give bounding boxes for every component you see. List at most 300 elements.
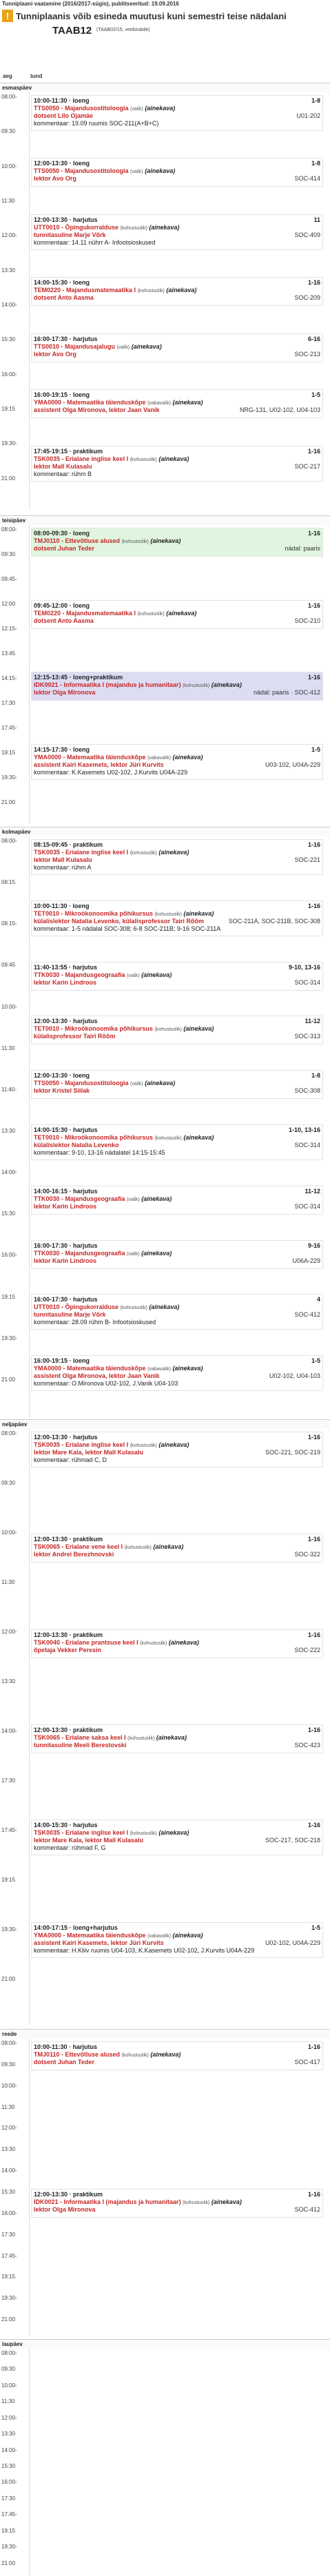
lesson-course-link[interactable]: UTT0010 - Õpingukorralduse — [34, 223, 119, 231]
lesson-course-row — [34, 2051, 320, 2059]
lesson-teacher[interactable]: lektor Mare Kala, lektor Mall Kulasalu — [34, 1837, 144, 1844]
lesson-teacher-row — [34, 1087, 320, 1095]
syllabus-link[interactable]: (ainekava) — [150, 2051, 181, 2058]
lesson-teacher-row — [34, 1449, 320, 1456]
page-subtitle: (TAAB02/15, veebinäide) — [96, 28, 150, 32]
lesson-type-tag: (vabavalik) — [147, 1367, 171, 1372]
lesson-room: SOC-414 — [294, 175, 320, 183]
lesson-time-row — [34, 964, 320, 971]
lesson-type-tag: (kohustuslik) — [121, 539, 149, 544]
lesson-room: U02-102, U04-103 — [269, 1372, 320, 1380]
lesson-course-wrap — [34, 1025, 214, 1033]
lesson-time: 16:00-19:15 · loeng — [34, 1357, 90, 1365]
lesson-teacher[interactable]: assistent Olga Mironova, lektor Jaan Vanik — [34, 406, 160, 414]
lesson-type-tag: (vabavalik) — [147, 1933, 171, 1939]
lesson-weeks: 1-16 — [307, 674, 320, 681]
lesson-room: SOC-423 — [294, 1742, 320, 1749]
lesson-teacher-row — [34, 1837, 320, 1844]
lesson-course-link[interactable]: TMJ0110 - Ettevõtluse alused — [34, 2051, 121, 2058]
lesson-comment-row — [34, 1149, 320, 1157]
time-label: 14:00- — [1, 2167, 17, 2174]
lesson-teacher[interactable]: dotsent Juhan Teder — [34, 2059, 94, 2065]
lesson-course-row — [34, 849, 320, 856]
lesson-course-link[interactable]: TEM0220 - Majandusmatemaatika I — [34, 287, 136, 294]
lesson-time-row — [34, 602, 320, 610]
lesson-time-row — [34, 216, 320, 224]
lesson-course-link[interactable]: TTK0030 - Majandusgeograafia — [34, 971, 125, 978]
lesson-time: 12:00-13:30 · praktikum — [34, 1631, 103, 1638]
lesson-room: SOC-412 — [294, 2206, 320, 2213]
lesson-time: 12:00-13:30 · loeng — [34, 160, 90, 167]
lesson-room: SOC-217 — [294, 462, 320, 470]
time-label: 08:15- — [1, 920, 17, 927]
lesson-type-tag: (kohustuslik) — [121, 2053, 149, 2058]
time-label: 08:15 — [1, 879, 16, 886]
lesson-weeks: 1-16 — [307, 601, 320, 609]
lesson-teacher[interactable]: assistent Kairi Kasemets, lektor Jüri Kurvits — [34, 761, 164, 768]
lesson-time-row — [34, 1822, 320, 1829]
time-label: 15:30 — [1, 336, 16, 343]
lesson-time-row — [34, 1536, 320, 1543]
lesson-type-tag: (kohustuslik) — [127, 1736, 155, 1741]
lesson-teacher-row — [34, 689, 320, 697]
lesson-time: 14:00-15:30 · loeng — [34, 279, 90, 287]
time-label: 11:30 — [1, 2398, 15, 2405]
lesson-course-link[interactable]: TSK0035 - Erialane inglise keel I — [34, 1829, 129, 1837]
lesson-course-link[interactable]: TTS0010 - Majandusajalugu — [34, 342, 116, 350]
lesson-course-link[interactable]: TMJ0110 - Ettevõtluse alused — [34, 537, 121, 544]
syllabus-link[interactable]: (ainekava) — [158, 849, 189, 856]
lesson-time-row — [34, 1188, 320, 1195]
syllabus-link[interactable]: (ainekava) — [166, 609, 197, 617]
lesson-weeks: 1-5 — [311, 745, 320, 753]
lesson-teacher-row — [34, 231, 320, 239]
lesson-comment: kommentaar: K.Kasemets U02-102, J.Kurvits U04A-229 — [34, 768, 188, 776]
lesson-weeks: 1-8 — [311, 97, 320, 104]
time-label: 19:30- — [1, 440, 17, 447]
lesson-card[interactable] — [31, 2041, 323, 2070]
lesson-time-row — [34, 2043, 320, 2051]
time-label: 19:30- — [1, 2544, 17, 2551]
lesson-course-link[interactable]: TEM0220 - Majandusmatemaatika I — [34, 609, 136, 617]
lesson-teacher[interactable]: lektor Andrei Berezhnovski — [34, 1551, 114, 1558]
lesson-teacher-row — [34, 1647, 320, 1654]
lesson-course-row — [34, 1080, 320, 1087]
lesson-course-link[interactable]: TSK0065 - Erialane saksa keel I — [34, 1734, 126, 1741]
lesson-teacher[interactable]: dotsent Anto Aasma — [34, 617, 94, 624]
lesson-teacher[interactable]: lektor Avo Org — [34, 350, 76, 358]
lesson-time-row — [34, 160, 320, 167]
lesson-type-tag: (kohustuslik) — [130, 457, 157, 462]
lesson-room: SOC-417 — [294, 2059, 320, 2065]
lesson-course-link[interactable]: TSK0040 - Erialane prantsuse keel I — [34, 1638, 138, 1646]
lesson-course-link[interactable]: YMA0000 - Matemaatika täienduskõpe — [34, 1365, 146, 1372]
time-label: 12:00- — [1, 2125, 17, 2132]
lesson-course-link[interactable]: TTK0030 - Majandusgeograafia — [34, 1195, 125, 1202]
lesson-course-link[interactable]: YMA0000 - Matemaatika täienduskõpe — [34, 399, 146, 406]
lesson-card[interactable] — [31, 962, 323, 991]
lesson-course-wrap — [34, 971, 172, 979]
time-label: 10:00- — [1, 163, 17, 169]
column-divider — [29, 2349, 30, 2576]
time-label: 21:00 — [1, 475, 16, 482]
lesson-time: 09:45-12:00 · loeng — [34, 601, 90, 609]
lesson-comment: kommentaar: 19.09 ruumis SOC-211(A+B+C) — [34, 120, 159, 127]
lesson-room: SOC-221 — [294, 856, 320, 863]
lesson-teacher-row — [34, 918, 320, 925]
lesson-comment-row — [34, 769, 320, 776]
lesson-card[interactable] — [31, 1629, 323, 1658]
lesson-card[interactable] — [31, 744, 323, 780]
lesson-card[interactable] — [31, 1432, 323, 1467]
lesson-time-row — [34, 448, 320, 455]
time-label: 16:00- — [1, 2479, 17, 2486]
lesson-course-row — [34, 224, 320, 231]
time-label: 19:15 — [1, 1293, 16, 1300]
lesson-course-row — [34, 1932, 320, 1939]
lesson-time: 14:15-17:30 · loeng — [34, 745, 90, 753]
time-label: 14:00- — [1, 1169, 17, 1176]
time-label: 09:30 — [1, 1480, 16, 1486]
lesson-teacher[interactable]: tunnitasuline Meeli Berestovski — [34, 1742, 127, 1749]
time-label: 09:45 — [1, 962, 16, 969]
lesson-type-tag: (kohustuslik) — [154, 1027, 182, 1033]
lesson-comment: kommentaar: 1-5 nädalal SOC-308; 6-8 SOC-211B; 9-16 SOC-211A — [34, 925, 221, 932]
lesson-type-tag: (kohustuslik) — [130, 851, 157, 856]
lesson-teacher-row — [34, 617, 320, 625]
lesson-room: SOC-210 — [294, 617, 320, 624]
lesson-teacher[interactable]: dotsent Anto Aasma — [34, 294, 94, 302]
lesson-teacher[interactable]: lektor Olga Mironova — [34, 689, 96, 696]
lesson-comment: kommentaar: H.Kliiv ruumis U04-103, K.Kasemets U02-102, J.Kurvits U04A-229 — [34, 1946, 255, 1954]
lesson-weeks: 1-16 — [307, 1536, 320, 1543]
lesson-card[interactable] — [31, 1240, 323, 1269]
syllabus-link[interactable]: (ainekava) — [158, 1829, 189, 1837]
lesson-time-row — [34, 97, 320, 105]
lesson-card[interactable] — [31, 333, 323, 362]
lesson-teacher[interactable]: õpetaja Vekker Peresin — [34, 1646, 102, 1653]
lesson-teacher[interactable]: külalislektor Natalia Levenko, külalisprofessor Tairi Rõõm — [34, 917, 204, 925]
time-label: 13:30 — [1, 2431, 16, 2438]
time-label: 19:15 — [1, 2274, 16, 2280]
lesson-course-link[interactable]: TTK0030 - Majandusgeograafia — [34, 1249, 125, 1257]
lesson-card[interactable] — [31, 1124, 323, 1160]
syllabus-link[interactable]: (ainekava) — [172, 753, 203, 761]
syllabus-link[interactable]: (ainekava) — [211, 681, 242, 688]
lesson-course-wrap — [34, 343, 162, 351]
time-label: 11:30 — [1, 2103, 15, 2110]
lesson-room: SOC-314 — [294, 1202, 320, 1210]
lesson-type-tag: (kohustuslik) — [154, 1136, 182, 1141]
time-label: 17:30 — [1, 2231, 16, 2238]
lesson-weeks: 11 — [313, 216, 320, 223]
lesson-time-row — [34, 530, 320, 537]
lesson-weeks: 11-12 — [305, 1187, 320, 1195]
lesson-time-row — [34, 1018, 320, 1025]
lesson-type-tag: (kohustuslik) — [124, 1545, 152, 1551]
syllabus-link[interactable]: (ainekava) — [183, 909, 214, 917]
lesson-weeks: 1-16 — [307, 1727, 320, 1733]
lesson-course-link[interactable]: IDK0021 - Informaatika I (majandus ja humanitaar) — [34, 681, 181, 688]
time-label: 19:30- — [1, 2295, 17, 2302]
lesson-time: 12:00-13:30 · loeng — [34, 1072, 90, 1080]
lesson-card[interactable] — [31, 1186, 323, 1215]
lesson-teacher-row — [34, 545, 320, 553]
lesson-course-link[interactable]: TET0010 - Mikroökonoomika põhikursus — [34, 1025, 154, 1033]
lesson-time-row — [34, 1072, 320, 1080]
syllabus-link[interactable]: (ainekava) — [156, 1734, 187, 1741]
lesson-time-row — [34, 1727, 320, 1734]
lesson-course-row — [34, 1734, 320, 1742]
lesson-course-wrap — [34, 1080, 175, 1087]
lesson-teacher[interactable]: lektor Mare Kala, lektor Mall Kulasalu — [34, 1449, 144, 1456]
lesson-course-link[interactable]: TTS0050 - Majandusostitoloogia — [34, 105, 129, 112]
lesson-course-wrap — [34, 2051, 181, 2059]
time-label: 19:15 — [1, 406, 16, 412]
lesson-type-tag: (valik) — [130, 107, 143, 112]
syllabus-link[interactable]: (ainekava) — [150, 537, 181, 544]
lesson-teacher[interactable]: assistent Olga Mironova, lektor Jaan Vanik — [34, 1372, 160, 1380]
column-divider — [29, 1429, 30, 2026]
lesson-time: 14:00-15:30 · harjutus — [34, 1126, 98, 1133]
lesson-comment-row — [34, 1456, 320, 1464]
syllabus-link[interactable]: (ainekava) — [149, 223, 180, 231]
lesson-course-wrap — [34, 1932, 203, 1939]
lesson-room: U02-102, U04A-229 — [265, 1939, 320, 1946]
lesson-teacher[interactable]: lektor Olga Mironova — [34, 2206, 96, 2213]
lesson-course-link[interactable]: TTS0050 - Majandusostitoloogia — [34, 167, 129, 175]
lesson-course-link[interactable]: TSK0035 - Erialane inglise keel I — [34, 849, 129, 856]
time-label: 10:00- — [1, 1529, 17, 1536]
lesson-course-link[interactable]: TET0010 - Mikroökonoomika põhikursus — [34, 909, 154, 917]
lesson-course-wrap — [34, 754, 203, 761]
lesson-weeks: 1-16 — [307, 530, 320, 537]
lesson-comment-row — [34, 1947, 320, 1955]
lesson-time: 12:00-13:30 · harjutus — [34, 1434, 98, 1441]
lesson-course-row — [34, 167, 320, 175]
lesson-card[interactable] — [31, 2189, 323, 2218]
lesson-teacher[interactable]: assistent Kairi Kasemets, lektor Jüri Kurvits — [34, 1939, 164, 1946]
lesson-card[interactable] — [31, 1922, 323, 1958]
lesson-card[interactable] — [31, 672, 323, 701]
time-label: 17:45- — [1, 1827, 17, 1833]
lesson-course-row — [34, 1304, 320, 1311]
syllabus-link[interactable]: (ainekava) — [172, 399, 203, 406]
lesson-comment: kommentaar: 9-10, 13-16 nädalatel 14:15-15:45 — [34, 1149, 165, 1156]
time-label: 19:30- — [1, 774, 17, 781]
lesson-type-tag: (vabavalik) — [147, 401, 171, 406]
syllabus-link[interactable]: (ainekava) — [172, 1365, 203, 1372]
lesson-teacher[interactable]: dotsent Juhan Teder — [34, 545, 94, 552]
time-label: 12:00- — [1, 232, 17, 239]
lesson-teacher-row — [34, 294, 320, 302]
lesson-time: 12:00-13:30 · praktikum — [34, 1536, 103, 1543]
syllabus-link[interactable]: (ainekava) — [158, 455, 189, 462]
syllabus-link[interactable]: (ainekava) — [211, 2198, 242, 2205]
lesson-card[interactable] — [31, 1355, 323, 1391]
column-header-lesson: tund — [30, 73, 43, 79]
syllabus-link[interactable]: (ainekava) — [145, 167, 176, 175]
lesson-type-tag: (valik) — [130, 1082, 143, 1087]
lesson-teacher-row — [34, 2206, 320, 2214]
lesson-comment-row — [34, 1380, 320, 1388]
lesson-teacher-row — [34, 406, 320, 414]
lesson-weeks: 4 — [316, 1296, 320, 1304]
syllabus-link[interactable]: (ainekava) — [141, 971, 172, 978]
lesson-card[interactable] — [31, 389, 323, 418]
notice — [0, 8, 330, 23]
lesson-course-row — [34, 910, 320, 918]
lesson-course-link[interactable]: TSK0035 - Erialane inglise keel I — [34, 1441, 129, 1448]
time-label: 08:00- — [1, 526, 17, 533]
time-label: 13:45 — [1, 650, 16, 657]
lesson-type-tag: (valik) — [127, 1197, 140, 1202]
lesson-teacher[interactable]: lektor Avo Org — [34, 175, 76, 183]
time-label: 08:00- — [1, 94, 17, 100]
time-label: 08:00- — [1, 838, 17, 844]
lesson-room: SOC-314 — [294, 1142, 320, 1148]
syllabus-link[interactable]: (ainekava) — [131, 342, 162, 350]
lesson-card[interactable] — [31, 900, 323, 936]
lesson-course-wrap — [34, 1543, 183, 1551]
lesson-teacher[interactable]: dotsent Lilo Ojamäe — [34, 112, 94, 119]
lesson-weeks: 1-16 — [307, 1434, 320, 1441]
lesson-time: 11:40-13:55 · harjutus — [34, 963, 98, 971]
lesson-card[interactable] — [31, 1534, 323, 1563]
lesson-type-tag: (kohustuslik) — [130, 1831, 157, 1837]
lesson-type-tag: (kohustuslik) — [120, 225, 147, 231]
lesson-teacher[interactable]: lektor Kristel Siilak — [34, 1087, 90, 1095]
lesson-course-row — [34, 2198, 320, 2206]
lesson-weeks: 1-16 — [307, 1822, 320, 1829]
lesson-course-link[interactable]: UTT0010 - Õpingukorralduse — [34, 1304, 119, 1311]
lesson-teacher[interactable]: lektor Karin Lindroos — [34, 978, 97, 986]
lesson-card[interactable] — [31, 600, 323, 629]
time-label: 13:30 — [1, 1128, 16, 1134]
lesson-teacher[interactable]: tunnitasuline Marje Võrk — [34, 1311, 106, 1319]
lesson-teacher[interactable]: tunnitasuline Marje Võrk — [34, 231, 106, 238]
time-label: 21:00 — [1, 1976, 16, 1982]
lesson-teacher[interactable]: lektor Karin Lindroos — [34, 1257, 97, 1264]
lesson-course-wrap — [34, 1250, 172, 1257]
syllabus-link[interactable]: (ainekava) — [172, 1931, 203, 1939]
lesson-course-link[interactable]: TTS0050 - Majandusostitoloogia — [34, 1080, 129, 1087]
syllabus-link[interactable]: (ainekava) — [153, 1543, 184, 1551]
time-label: 21:00 — [1, 2559, 16, 2566]
lesson-weeks: 1-5 — [311, 1924, 320, 1931]
lesson-course-link[interactable]: TSK0065 - Erialane vene keel I — [34, 1543, 123, 1551]
lesson-course-link[interactable]: YMA0000 - Matemaatika täienduskõpe — [34, 753, 146, 761]
lesson-type-tag: (vabavalik) — [147, 755, 171, 761]
lesson-time: 12:00-13:30 · praktikum — [34, 2191, 103, 2198]
notice-text: Tunniplaanis võib esineda muutusi kuni semestri teise nädalani — [16, 10, 287, 21]
syllabus-link[interactable]: (ainekava) — [141, 1195, 172, 1202]
lesson-card[interactable] — [31, 1820, 323, 1855]
lesson-weeks: 9-10, 13-16 — [288, 963, 320, 971]
lesson-comment-row — [34, 239, 320, 247]
lesson-course-wrap — [34, 1441, 189, 1449]
lesson-course-link[interactable]: TET0010 - Mikroökonoomika põhikursus — [34, 1134, 154, 1141]
lesson-teacher[interactable]: külalisprofessor Tairi Rõõm — [34, 1033, 116, 1040]
time-label: 12:00 — [1, 601, 16, 607]
lesson-time-row — [34, 1434, 320, 1441]
lesson-type-tag: (kohustuslik) — [120, 1306, 147, 1311]
lesson-course-wrap — [34, 910, 214, 918]
lesson-teacher-row — [34, 112, 320, 120]
lesson-teacher-row — [34, 761, 320, 769]
lesson-type-tag: (kohustuslik) — [137, 289, 165, 294]
lesson-card[interactable] — [31, 277, 323, 306]
lesson-time: 17:45-19:15 · praktikum — [34, 447, 103, 455]
lesson-card[interactable] — [31, 1070, 323, 1099]
lesson-comment: kommentaar: rühmad C, D — [34, 1456, 107, 1463]
lesson-course-link[interactable]: IDK0021 - Informaatika I (majandus ja humanitaar) — [34, 2198, 181, 2205]
lesson-weeks: 1-8 — [311, 160, 320, 167]
lesson-time-row — [34, 391, 320, 399]
lesson-card[interactable] — [31, 214, 323, 250]
time-label: 12:00- — [1, 1629, 17, 1635]
lesson-card[interactable] — [31, 95, 323, 131]
time-label: 11:40- — [1, 1086, 17, 1093]
day-section — [0, 83, 330, 510]
lesson-course-link[interactable]: TSK0035 - Erialane inglise keel I — [34, 455, 129, 462]
lesson-course-row — [34, 1639, 320, 1647]
lesson-card[interactable] — [31, 446, 323, 482]
lesson-teacher[interactable]: lektor Karin Lindroos — [34, 1202, 97, 1210]
lesson-type-tag: (valik) — [127, 1251, 140, 1257]
syllabus-link[interactable]: (ainekava) — [183, 1025, 214, 1033]
lesson-comment: kommentaar: rühm A — [34, 864, 92, 871]
lesson-comment: kommentaar: rühmad F, G — [34, 1844, 106, 1852]
lesson-teacher[interactable]: lektor Mall Kulasalu — [34, 856, 92, 863]
lesson-card[interactable] — [31, 158, 323, 187]
lesson-course-row — [34, 537, 320, 545]
lesson-time: 12:15-13:45 · loeng+praktikum — [34, 674, 123, 681]
time-label: 09:30 — [1, 551, 16, 557]
syllabus-link[interactable]: (ainekava) — [149, 1304, 180, 1311]
lesson-course-link[interactable]: YMA0000 - Matemaatika täienduskõpe — [34, 1931, 146, 1939]
lesson-teacher[interactable]: külalislektor Natalia Levenko — [34, 1142, 119, 1148]
syllabus-link[interactable]: (ainekava) — [158, 1441, 189, 1448]
lesson-time: 10:00-11:30 · loeng — [34, 902, 90, 909]
syllabus-link[interactable]: (ainekava) — [183, 1134, 214, 1141]
lesson-time: 08:00-09:30 · loeng — [34, 530, 90, 537]
lesson-card[interactable] — [31, 839, 323, 875]
lesson-card[interactable] — [31, 1724, 323, 1753]
syllabus-link[interactable]: (ainekava) — [166, 287, 197, 294]
lesson-course-row — [34, 287, 320, 294]
lesson-time-row — [34, 336, 320, 343]
day-name: kolmapäev — [0, 827, 330, 836]
lesson-card[interactable] — [31, 528, 323, 557]
lesson-card[interactable] — [31, 1294, 323, 1330]
syllabus-link[interactable]: (ainekava) — [145, 1080, 176, 1087]
lesson-room: SOC-209 — [294, 294, 320, 302]
lesson-course-row — [34, 971, 320, 979]
syllabus-link[interactable]: (ainekava) — [141, 1249, 172, 1257]
day-section — [0, 2339, 330, 2576]
syllabus-link[interactable]: (ainekava) — [168, 1638, 199, 1646]
lesson-time: 12:00-13:30 · praktikum — [34, 1727, 103, 1733]
lesson-teacher[interactable]: lektor Mall Kulasalu — [34, 462, 92, 470]
lesson-time: 16:00-19:15 · loeng — [34, 391, 90, 399]
lesson-time: 16:00-17:30 · harjutus — [34, 1241, 98, 1249]
lesson-comment-row — [34, 1319, 320, 1326]
lesson-card[interactable] — [31, 1016, 323, 1044]
syllabus-link[interactable]: (ainekava) — [145, 105, 176, 112]
lesson-course-wrap — [34, 1134, 214, 1142]
lesson-course-row — [34, 1134, 320, 1142]
